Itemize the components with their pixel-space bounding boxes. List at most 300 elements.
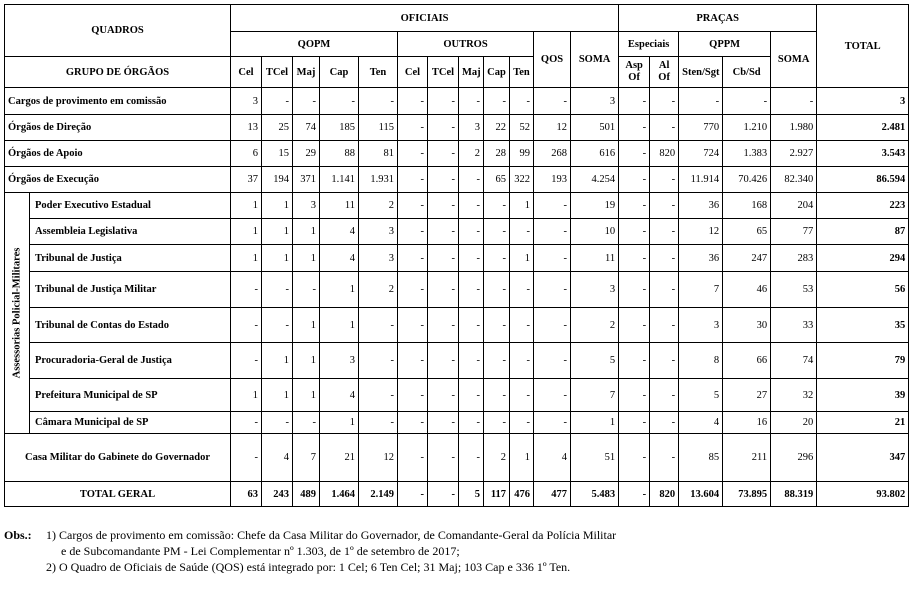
table-row [5, 167, 909, 193]
row-label: Poder Executivo Estadual [30, 193, 231, 219]
value-cell: - [679, 88, 723, 115]
value-cell: 1.383 [723, 141, 771, 167]
value-cell: 185 [320, 115, 359, 141]
value-cell: 616 [571, 141, 619, 167]
value-cell: - [428, 141, 459, 167]
value-cell: - [398, 167, 428, 193]
value-cell: 1 [320, 308, 359, 343]
col-header: Al Of [650, 57, 679, 88]
table-row [5, 193, 909, 219]
value-cell: 3 [571, 88, 619, 115]
value-cell: - [262, 272, 293, 308]
value-cell: 117 [484, 482, 510, 507]
value-cell: - [293, 88, 320, 115]
row-label: TOTAL GERAL [5, 482, 231, 507]
table-row [5, 379, 909, 412]
value-cell: - [619, 167, 650, 193]
value-cell: - [398, 412, 428, 434]
outros-header: OUTROS [398, 32, 534, 57]
value-cell: - [650, 308, 679, 343]
value-cell: 77 [771, 219, 817, 245]
value-cell: 1.141 [320, 167, 359, 193]
value-cell: 115 [359, 115, 398, 141]
total-cell: 223 [817, 193, 909, 219]
value-cell: - [231, 308, 262, 343]
value-cell: - [428, 343, 459, 379]
value-cell: - [619, 141, 650, 167]
value-cell: 2.927 [771, 141, 817, 167]
notes [4, 527, 904, 575]
value-cell: 1 [293, 219, 320, 245]
row-label: Procuradoria-Geral de Justiça [30, 343, 231, 379]
value-cell: - [650, 88, 679, 115]
value-cell: - [428, 193, 459, 219]
value-cell: 85 [679, 434, 723, 482]
value-cell: - [510, 88, 534, 115]
col-header: Cel [231, 57, 262, 88]
table-row [5, 219, 909, 245]
value-cell: 296 [771, 434, 817, 482]
value-cell: - [428, 379, 459, 412]
value-cell: 5 [571, 343, 619, 379]
value-cell: - [534, 219, 571, 245]
value-cell: 74 [293, 115, 320, 141]
value-cell: - [619, 434, 650, 482]
value-cell: 65 [484, 167, 510, 193]
row-label: Tribunal de Justiça [30, 245, 231, 272]
value-cell: 37 [231, 167, 262, 193]
value-cell: 11 [320, 193, 359, 219]
value-cell: 70.426 [723, 167, 771, 193]
value-cell: - [619, 272, 650, 308]
value-cell: 1.931 [359, 167, 398, 193]
value-cell: - [650, 193, 679, 219]
value-cell: 16 [723, 412, 771, 434]
table-row [5, 434, 909, 482]
value-cell: - [231, 434, 262, 482]
qos-header: QOS [534, 32, 571, 88]
value-cell: - [619, 245, 650, 272]
value-cell: - [650, 434, 679, 482]
value-cell: - [484, 245, 510, 272]
value-cell: 13.604 [679, 482, 723, 507]
table-row [5, 343, 909, 379]
value-cell: 3 [359, 219, 398, 245]
value-cell: 88 [320, 141, 359, 167]
value-cell: 4 [679, 412, 723, 434]
value-cell: 322 [510, 167, 534, 193]
value-cell: 7 [679, 272, 723, 308]
value-cell: - [510, 379, 534, 412]
value-cell: 65 [723, 219, 771, 245]
value-cell: 1 [293, 379, 320, 412]
value-cell: - [398, 219, 428, 245]
value-cell: 2 [571, 308, 619, 343]
value-cell: - [650, 272, 679, 308]
quadros-header: QUADROS [5, 5, 231, 57]
value-cell: 3 [293, 193, 320, 219]
value-cell: - [484, 88, 510, 115]
value-cell: 1 [293, 343, 320, 379]
value-cell: 8 [679, 343, 723, 379]
value-cell: 371 [293, 167, 320, 193]
value-cell: 501 [571, 115, 619, 141]
note-2: 2) O Quadro de Oficiais de Saúde (QOS) está integrado por: 1 Cel; 6 Ten Cel; 31 Maj; 103 Cap e 336 1º Ten. [46, 560, 571, 574]
col-header: Maj [293, 57, 320, 88]
value-cell: - [650, 343, 679, 379]
value-cell: 4 [320, 379, 359, 412]
especiais-header: Especiais [619, 32, 679, 57]
value-cell: 30 [723, 308, 771, 343]
value-cell: - [459, 343, 484, 379]
value-cell: - [293, 272, 320, 308]
value-cell: 1 [262, 379, 293, 412]
total-cell: 56 [817, 272, 909, 308]
value-cell: - [398, 482, 428, 507]
assessorias-group [5, 193, 30, 434]
value-cell: 1 [231, 219, 262, 245]
value-cell: - [534, 343, 571, 379]
table-row [5, 245, 909, 272]
row-label: Cargos de provimento em comissão [5, 88, 231, 115]
value-cell: 3 [320, 343, 359, 379]
col-header: Asp Of [619, 57, 650, 88]
value-cell: 74 [771, 343, 817, 379]
row-label: Tribunal de Contas do Estado [30, 308, 231, 343]
total-cell: 3.543 [817, 141, 909, 167]
total-cell: 21 [817, 412, 909, 434]
value-cell: 11 [571, 245, 619, 272]
value-cell: 7 [571, 379, 619, 412]
value-cell: 99 [510, 141, 534, 167]
value-cell: - [359, 88, 398, 115]
table-row [5, 141, 909, 167]
value-cell: - [398, 379, 428, 412]
value-cell: - [484, 343, 510, 379]
value-cell: 5.483 [571, 482, 619, 507]
value-cell: 1.980 [771, 115, 817, 141]
value-cell: 1 [510, 245, 534, 272]
value-cell: 4 [320, 219, 359, 245]
col-header: Cap [320, 57, 359, 88]
value-cell: - [619, 482, 650, 507]
value-cell: 1 [320, 272, 359, 308]
value-cell: - [650, 379, 679, 412]
value-cell: - [534, 379, 571, 412]
value-cell: 1 [231, 379, 262, 412]
value-cell: 6 [231, 141, 262, 167]
col-header: Cb/Sd [723, 57, 771, 88]
value-cell: 22 [484, 115, 510, 141]
col-header: Maj [459, 57, 484, 88]
value-cell: - [398, 141, 428, 167]
value-cell: 820 [650, 482, 679, 507]
value-cell: - [459, 412, 484, 434]
value-cell: - [619, 308, 650, 343]
pracas-header: PRAÇAS [619, 5, 817, 32]
value-cell: - [510, 412, 534, 434]
value-cell: - [484, 272, 510, 308]
value-cell: - [459, 379, 484, 412]
value-cell: - [398, 193, 428, 219]
value-cell: - [510, 308, 534, 343]
value-cell: - [428, 88, 459, 115]
value-cell: - [459, 88, 484, 115]
value-cell: 4 [320, 245, 359, 272]
value-cell: 36 [679, 245, 723, 272]
col-header: Cap [484, 57, 510, 88]
effectives-table [4, 4, 909, 507]
value-cell: 1.210 [723, 115, 771, 141]
value-cell: 10 [571, 219, 619, 245]
value-cell: - [650, 412, 679, 434]
value-cell: 1 [571, 412, 619, 434]
value-cell: 770 [679, 115, 723, 141]
obs-label: Obs.: [4, 528, 32, 542]
value-cell: 4 [262, 434, 293, 482]
value-cell: - [534, 272, 571, 308]
value-cell: 81 [359, 141, 398, 167]
value-cell: - [359, 379, 398, 412]
value-cell: 28 [484, 141, 510, 167]
value-cell: - [534, 308, 571, 343]
total-cell: 2.481 [817, 115, 909, 141]
value-cell: - [459, 219, 484, 245]
value-cell: 4.254 [571, 167, 619, 193]
value-cell: - [320, 88, 359, 115]
value-cell: 36 [679, 193, 723, 219]
value-cell: - [459, 245, 484, 272]
value-cell: - [428, 115, 459, 141]
table-row [5, 115, 909, 141]
value-cell: - [619, 219, 650, 245]
total-row [5, 482, 909, 507]
row-label: Câmara Municipal de SP [30, 412, 231, 434]
total-cell: 35 [817, 308, 909, 343]
value-cell: - [262, 88, 293, 115]
value-cell: - [510, 343, 534, 379]
value-cell: 2 [359, 193, 398, 219]
value-cell: 204 [771, 193, 817, 219]
soma-oficiais-header: SOMA [571, 32, 619, 88]
value-cell: 27 [723, 379, 771, 412]
value-cell: - [484, 412, 510, 434]
value-cell: - [231, 343, 262, 379]
value-cell: - [428, 167, 459, 193]
value-cell: 193 [534, 167, 571, 193]
value-cell: 3 [459, 115, 484, 141]
value-cell: - [484, 219, 510, 245]
value-cell: - [428, 272, 459, 308]
value-cell: 63 [231, 482, 262, 507]
row-label: Assembleia Legislativa [30, 219, 231, 245]
value-cell: 1 [262, 219, 293, 245]
value-cell: - [398, 88, 428, 115]
value-cell: 489 [293, 482, 320, 507]
value-cell: - [428, 245, 459, 272]
value-cell: 2 [459, 141, 484, 167]
row-label: Órgãos de Direção [5, 115, 231, 141]
table-row [5, 88, 909, 115]
value-cell: 11.914 [679, 167, 723, 193]
table-row [5, 272, 909, 308]
value-cell: - [428, 219, 459, 245]
value-cell: - [398, 343, 428, 379]
value-cell: 20 [771, 412, 817, 434]
total-cell: 93.802 [817, 482, 909, 507]
value-cell: 2 [484, 434, 510, 482]
value-cell: - [398, 434, 428, 482]
value-cell: - [534, 245, 571, 272]
value-cell: 1 [231, 245, 262, 272]
value-cell: 476 [510, 482, 534, 507]
value-cell: 1 [262, 343, 293, 379]
value-cell: 51 [571, 434, 619, 482]
value-cell: 32 [771, 379, 817, 412]
value-cell: - [771, 88, 817, 115]
value-cell: - [262, 308, 293, 343]
value-cell: - [534, 412, 571, 434]
total-cell: 294 [817, 245, 909, 272]
value-cell: 1 [320, 412, 359, 434]
value-cell: 3 [571, 272, 619, 308]
value-cell: - [359, 343, 398, 379]
value-cell: - [484, 308, 510, 343]
value-cell: 52 [510, 115, 534, 141]
value-cell: - [650, 219, 679, 245]
value-cell: - [534, 88, 571, 115]
value-cell: - [484, 379, 510, 412]
value-cell: 15 [262, 141, 293, 167]
value-cell: 1 [510, 434, 534, 482]
value-cell: 1 [293, 308, 320, 343]
value-cell: 3 [231, 88, 262, 115]
value-cell: - [619, 115, 650, 141]
value-cell: 88.319 [771, 482, 817, 507]
value-cell: - [459, 272, 484, 308]
value-cell: - [619, 88, 650, 115]
value-cell: 1 [510, 193, 534, 219]
value-cell: 46 [723, 272, 771, 308]
value-cell: - [510, 219, 534, 245]
value-cell: 5 [459, 482, 484, 507]
value-cell: 53 [771, 272, 817, 308]
value-cell: - [398, 272, 428, 308]
value-cell: 66 [723, 343, 771, 379]
table-row [5, 308, 909, 343]
value-cell: - [650, 115, 679, 141]
value-cell: 1 [231, 193, 262, 219]
value-cell: 4 [534, 434, 571, 482]
soma-pracas-header: SOMA [771, 32, 817, 88]
value-cell: 73.895 [723, 482, 771, 507]
qopm-header: QOPM [231, 32, 398, 57]
value-cell: - [231, 272, 262, 308]
value-cell: 1 [262, 245, 293, 272]
qppm-header: QPPM [679, 32, 771, 57]
col-header: Ten [359, 57, 398, 88]
value-cell: 1 [293, 245, 320, 272]
value-cell: 211 [723, 434, 771, 482]
note-1-cont: e de Subcomandante PM - Lei Complementar nº 1.303, de 1º de setembro de 2017; [61, 544, 460, 558]
row-label: Casa Militar do Gabinete do Governador [5, 434, 231, 482]
value-cell: - [262, 412, 293, 434]
value-cell: 5 [679, 379, 723, 412]
grupo-header: GRUPO DE ÓRGÃOS [5, 57, 231, 88]
value-cell: 724 [679, 141, 723, 167]
value-cell: - [459, 167, 484, 193]
col-header: Sten/Sgt [679, 57, 723, 88]
value-cell: 247 [723, 245, 771, 272]
value-cell: 1 [262, 193, 293, 219]
value-cell: - [398, 245, 428, 272]
value-cell: - [428, 308, 459, 343]
row-label: Prefeitura Municipal de SP [30, 379, 231, 412]
value-cell: 29 [293, 141, 320, 167]
assessorias-label: Assessorias Policial-Militares [11, 247, 23, 379]
value-cell: 7 [293, 434, 320, 482]
row-label: Órgãos de Apoio [5, 141, 231, 167]
value-cell: - [293, 412, 320, 434]
value-cell: 12 [679, 219, 723, 245]
value-cell: 3 [679, 308, 723, 343]
value-cell: - [231, 412, 262, 434]
value-cell: - [359, 308, 398, 343]
value-cell: 283 [771, 245, 817, 272]
value-cell: 12 [359, 434, 398, 482]
total-cell: 79 [817, 343, 909, 379]
row-label: Tribunal de Justiça Militar [30, 272, 231, 308]
total-cell: 87 [817, 219, 909, 245]
value-cell: - [459, 308, 484, 343]
value-cell: - [650, 245, 679, 272]
oficiais-header: OFICIAIS [231, 5, 619, 32]
value-cell: 477 [534, 482, 571, 507]
value-cell: 243 [262, 482, 293, 507]
value-cell: - [428, 412, 459, 434]
value-cell: - [723, 88, 771, 115]
value-cell: - [484, 193, 510, 219]
value-cell: 168 [723, 193, 771, 219]
col-header: Ten [510, 57, 534, 88]
row-label: Órgãos de Execução [5, 167, 231, 193]
value-cell: 25 [262, 115, 293, 141]
value-cell: - [619, 193, 650, 219]
value-cell: 82.340 [771, 167, 817, 193]
col-header: TCel [428, 57, 459, 88]
col-header: Cel [398, 57, 428, 88]
value-cell: - [619, 379, 650, 412]
col-header: TCel [262, 57, 293, 88]
value-cell: - [510, 272, 534, 308]
total-cell: 3 [817, 88, 909, 115]
value-cell: - [398, 115, 428, 141]
value-cell: - [459, 434, 484, 482]
table-row [5, 412, 909, 434]
value-cell: - [619, 343, 650, 379]
total-cell: 86.594 [817, 167, 909, 193]
value-cell: - [650, 167, 679, 193]
value-cell: 3 [359, 245, 398, 272]
value-cell: - [619, 412, 650, 434]
value-cell: - [534, 193, 571, 219]
value-cell: - [359, 412, 398, 434]
total-cell: 39 [817, 379, 909, 412]
total-cell: 347 [817, 434, 909, 482]
value-cell: 21 [320, 434, 359, 482]
note-1: 1) Cargos de provimento em comissão: Chefe da Casa Militar do Governador, de Comandante-Geral da Polícia Militar [46, 528, 617, 542]
value-cell: 194 [262, 167, 293, 193]
